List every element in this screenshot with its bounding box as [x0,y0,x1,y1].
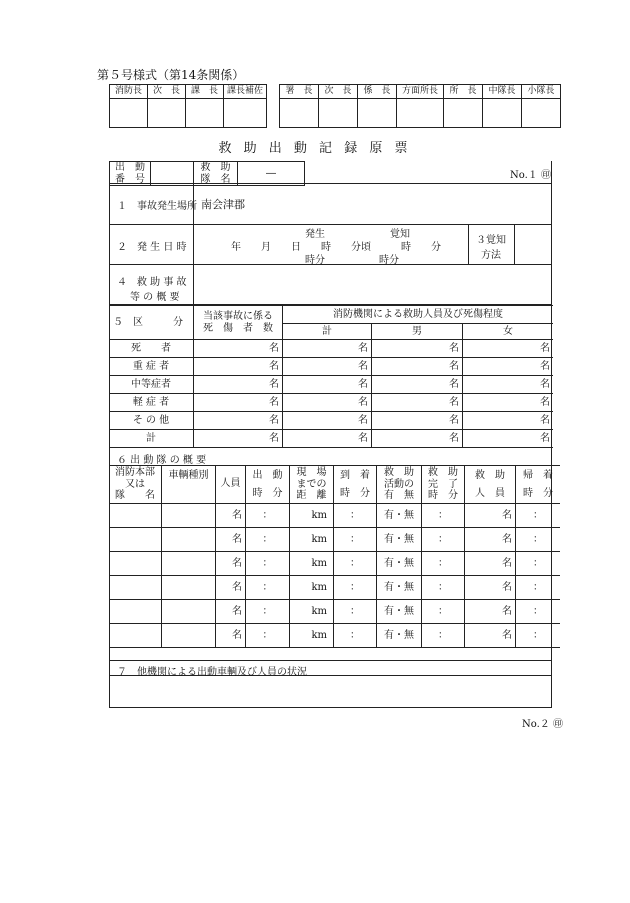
casualty-count-cell[interactable]: 名 [283,430,372,448]
stamp-cell[interactable] [483,99,522,128]
recognition-label: 覚知 [390,229,410,240]
divider [514,225,515,264]
casualty-table [109,305,553,448]
label-line: ４ 救 助 事 故 [117,277,187,288]
approval-label: 次 長 [148,85,186,99]
unit-name-cell[interactable] [109,552,162,576]
crew-cell[interactable]: 名 [216,576,246,600]
casualty-row-label: 軽 症 者 [109,394,194,412]
casualty-count-cell[interactable]: 名 [463,412,554,430]
casualty-count-cell[interactable]: 名 [194,430,283,448]
label-line: 時 分 [523,487,553,499]
datetime-jifun: 時分 [379,255,399,266]
rescue-complete-cell[interactable]: ： [422,504,465,528]
approval-label: 中隊長 [483,85,522,99]
rescue-activity-cell[interactable]: 有・無 [377,576,422,600]
label-line: 出 動 [252,470,283,481]
rescue-team-field[interactable]: ― [238,162,305,186]
casualty-row [109,340,553,358]
stamp-cell[interactable] [280,99,319,128]
stamp-cell[interactable] [186,99,224,128]
sub-header-female: 女 [463,324,554,340]
stamp-cell[interactable] [148,99,186,128]
label-line: 人 員 [475,487,505,499]
label-line: までの [296,478,327,490]
unit-name-cell[interactable] [109,600,162,624]
crew-cell[interactable]: 名 [216,504,246,528]
arrival-time-header [334,466,377,504]
casualty-count-cell[interactable]: 名 [372,394,463,412]
section-2-label: ２ 発 生 日 時 [117,242,187,253]
unit-name-cell[interactable] [109,504,162,528]
distance-cell[interactable]: km [290,624,334,648]
rescue-complete-cell[interactable]: ： [422,600,465,624]
label-line: 救 助 [428,467,458,479]
crew-header: 人員 [216,466,246,504]
casualty-count-cell[interactable]: 名 [194,376,283,394]
approval-label: 次 長 [319,85,358,99]
arrival-time-cell[interactable]: ： [334,504,377,528]
stamp-cell[interactable] [224,99,267,128]
return-time-cell[interactable]: ： [516,504,561,528]
distance-header [290,466,334,504]
return-time-cell[interactable]: ： [516,552,561,576]
stamp-cell[interactable] [397,99,444,128]
casualty-row [109,430,553,448]
dispatch-time-header [246,466,290,504]
casualty-count-cell[interactable]: 名 [283,376,372,394]
label-line: 現 場 [296,467,327,479]
casualty-row-label: そ の 他 [109,412,194,430]
approval-label: 消防長 [110,85,148,99]
label-line: 隊 名 [200,173,231,185]
stamp-cell[interactable] [522,99,561,128]
return-time-header [516,466,561,504]
approval-label: 課 長 [186,85,224,99]
dispatch-time-cell[interactable]: ： [246,528,290,552]
approval-label: 方面所長 [397,85,444,99]
label-line: 消防本部 [115,467,155,479]
vehicle-type-cell[interactable] [162,528,216,552]
section-7-label: ７ 他機関による出動車輌及び人員の状況 [117,667,307,678]
casualty-count-cell[interactable]: 名 [283,340,372,358]
casualty-count-cell[interactable]: 名 [194,340,283,358]
casualty-count-cell[interactable]: 名 [372,340,463,358]
casualty-count-cell[interactable]: 名 [194,358,283,376]
rescue-activity-header [377,466,422,504]
arrival-time-cell[interactable]: ： [334,600,377,624]
casualty-count-cell[interactable]: 名 [194,394,283,412]
crew-cell[interactable]: 名 [216,600,246,624]
form-title: 第５号様式（第14条関係） [97,68,245,82]
label-line: 時 分 [252,487,283,499]
arrival-time-cell[interactable]: ： [334,552,377,576]
crew-cell[interactable]: 名 [216,624,246,648]
casualty-count-cell[interactable]: 名 [372,376,463,394]
divider [193,265,194,304]
approval-table-left [109,84,267,128]
label-line: 時 分 [340,487,370,499]
approval-label: 係 長 [358,85,397,99]
dispatch-unit-row [109,504,560,528]
rescued-count-cell[interactable]: 名 [465,552,516,576]
return-time-cell[interactable]: ： [516,624,561,648]
dispatch-time-cell[interactable]: ： [246,600,290,624]
label-line: ３覚知 [476,235,506,246]
rescue-activity-cell[interactable]: 有・無 [377,504,422,528]
casualty-row [109,394,553,412]
return-time-cell[interactable]: ： [516,528,561,552]
section-4 [109,265,552,305]
approval-table-right [279,84,561,128]
casualty-row-label: 死 者 [109,340,194,358]
distance-cell[interactable]: km [290,552,334,576]
datetime-jifun: 時分 [305,255,325,266]
label-line: 到 着 [340,470,370,481]
stamp-cell[interactable] [358,99,397,128]
stamp-cell[interactable] [319,99,358,128]
label-line: 時 分 [428,490,458,502]
label-line: 帰 着 [523,470,553,481]
arrival-time-cell[interactable]: ： [334,528,377,552]
label-line: 当該事故に係る [203,311,273,322]
label-line: 方法 [481,250,501,261]
casualty-count-cell[interactable]: 名 [463,376,554,394]
dispatch-time-cell[interactable]: ： [246,552,290,576]
unit-name-cell[interactable] [109,576,162,600]
section-2 [109,225,552,265]
dispatch-unit-row [109,528,560,552]
label-line: 活動の [384,478,414,490]
rescue-complete-cell[interactable]: ： [422,528,465,552]
vehicle-type-cell[interactable] [162,600,216,624]
casualty-count-cell[interactable]: 名 [372,430,463,448]
vehicle-type-cell[interactable] [162,624,216,648]
casualty-count-cell[interactable]: 名 [194,412,283,430]
section-1 [109,183,552,225]
stamp-cell[interactable] [110,99,148,128]
casualty-row [109,412,553,430]
casualty-row-label: 中等症者 [109,376,194,394]
rescue-activity-cell[interactable]: 有・無 [377,600,422,624]
rescued-count-cell[interactable]: 名 [465,576,516,600]
casualty-count-cell[interactable]: 名 [283,412,372,430]
dispatch-unit-row [109,600,560,624]
dispatch-time-cell[interactable]: ： [246,624,290,648]
label-line: 有 無 [384,490,414,502]
label-line: 救 助 [384,467,414,479]
dispatch-unit-table [109,465,560,648]
label-line: 死 傷 者 数 [203,322,273,334]
divider [468,225,469,264]
casualty-count-cell[interactable]: 名 [463,340,554,358]
label-line: 番 号 [115,173,145,185]
casualty-count-cell[interactable]: 名 [463,394,554,412]
section-6-label: ６ 出 動 隊 の 概 要 [117,455,207,466]
rescue-activity-cell[interactable]: 有・無 [377,528,422,552]
arrival-time-cell[interactable]: ： [334,576,377,600]
dispatch-time-cell[interactable]: ： [246,504,290,528]
section-7-field[interactable] [110,677,551,707]
sub-header-total: 計 [283,324,372,340]
datetime-line[interactable]: 年 月 日 時 分頃 時 分 [231,242,441,253]
unit-name-cell[interactable] [109,528,162,552]
distance-cell[interactable]: km [290,600,334,624]
casualty-count-cell[interactable]: 名 [463,358,554,376]
return-time-cell[interactable]: ： [516,576,561,600]
section-4-label [117,273,187,303]
arrival-time-cell[interactable]: ： [334,624,377,648]
casualty-count-cell[interactable]: 名 [372,412,463,430]
vehicle-type-cell[interactable] [162,552,216,576]
casualty-count-cell[interactable]: 名 [283,394,372,412]
vehicle-type-header: 車輌種別 [162,466,216,504]
unit-name-cell[interactable] [109,624,162,648]
rescue-complete-cell[interactable]: ： [422,552,465,576]
label-line: 救 助 [200,162,231,173]
rescue-complete-cell[interactable]: ： [422,576,465,600]
casualty-count-cell[interactable]: 名 [463,430,554,448]
sheet-number: No.１ ㊞ [510,170,551,181]
approval-label: 所 長 [444,85,483,99]
label-line: 救 助 [475,470,505,481]
divider [193,183,194,224]
rescued-count-cell[interactable]: 名 [465,528,516,552]
casualty-count-cell[interactable]: 名 [283,358,372,376]
rescue-activity-cell[interactable]: 有・無 [377,624,422,648]
dispatch-time-cell[interactable]: ： [246,576,290,600]
label-line: 又は [125,478,145,490]
vehicle-type-cell[interactable] [162,576,216,600]
accident-location-value[interactable]: 南会津郡 [201,198,245,211]
approval-label: 小隊長 [522,85,561,99]
label-line: 出 動 [115,162,145,173]
label-line: 等 の 概 要 [130,292,180,303]
casualty-count-cell[interactable]: 名 [372,358,463,376]
unit-name-header [109,466,162,504]
rescue-complete-cell[interactable]: ： [422,624,465,648]
occurrence-label: 発生 [305,229,325,240]
rescue-activity-cell[interactable]: 有・無 [377,552,422,576]
casualty-row [109,358,553,376]
divider [193,225,194,264]
rescued-count-header [465,466,516,504]
crew-cell[interactable]: 名 [216,528,246,552]
label-line: 隊 名 [115,490,155,502]
rescue-complete-header [422,466,465,504]
dispatch-unit-row [109,624,560,648]
distance-cell[interactable]: km [290,504,334,528]
casualty-row-label: 重 症 者 [109,358,194,376]
recognition-method-label [471,231,511,261]
label-line: 距 離 [296,490,327,502]
section-6-header [109,449,552,465]
vehicle-type-cell[interactable] [162,504,216,528]
fire-dept-rescue-header: 消防機関による救助人員及び死傷程度 [283,306,554,324]
rescued-count-cell[interactable]: 名 [465,600,516,624]
distance-cell[interactable]: km [290,576,334,600]
rescued-count-cell[interactable]: 名 [465,504,516,528]
casualty-row [109,376,553,394]
section-7-header [109,660,552,676]
distance-cell[interactable]: km [290,528,334,552]
casualty-row-label: 計 [109,430,194,448]
approval-label: 課長補佐 [224,85,267,99]
approval-label: 署 長 [280,85,319,99]
page-number: No.２ ㊞ [522,719,563,730]
label-line: 完 了 [428,478,458,490]
stamp-cell[interactable] [444,99,483,128]
casualty-count-header [194,306,283,340]
crew-cell[interactable]: 名 [216,552,246,576]
return-time-cell[interactable]: ： [516,600,561,624]
section-5-label: ５ 区 分 [109,306,194,340]
rescued-count-cell[interactable]: 名 [465,624,516,648]
sub-header-male: 男 [372,324,463,340]
dispatch-unit-row [109,576,560,600]
section-1-label: １ 事故発生場所 [117,201,197,212]
dispatch-unit-row [109,552,560,576]
document-title: 救 助 出 動 記 録 原 票 [218,141,412,156]
